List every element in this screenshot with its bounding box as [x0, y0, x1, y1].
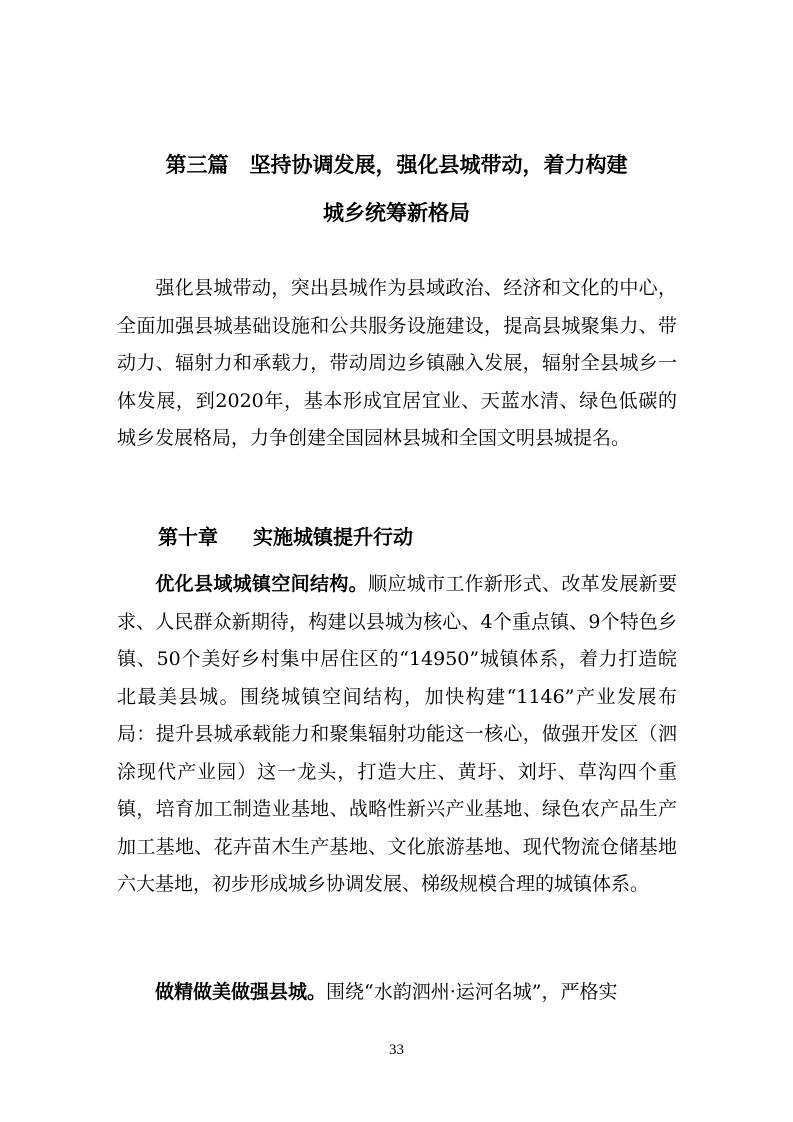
part-title-line-1: 第三篇 坚持协调发展，强化县城带动，着力构建 [165, 153, 628, 177]
section-body-urban-structure: 顺应城市工作新形式、改革发展新要求、人民群众新期待，构建以县城为核心、4个重点镇、9个特色乡镇、50个美好乡村集中居住区的“14950”城镇体系，着力打造皖北最美县城。围绕城镇空间结构，加快构建“1146”产业发展布局：提升县城承载能力和聚集辐射功能这一核心，做强开发区（泗涂现代产业园）这一龙头，打造大庄、黄圩、刘圩、草沟四个重镇，培育加工制造业基地、战略性新兴产业基地、绿色农产品生产加工基地、花卉苗木生产基地、文化旅游基地、现代物流仓储基地六大基地，初步形成城乡协调发展、梯级规模合理的城镇体系。 [117, 573, 677, 895]
chapter-title: 实施城镇提升行动 [253, 525, 413, 549]
chapter-heading [158, 523, 413, 551]
section-paragraph-county-town [117, 974, 677, 1012]
intro-paragraph-text: 强化县城带动，突出县城作为县域政治、经济和文化的中心，全面加强县城基础设施和公共服务设施建设，提高县城聚集力、带动力、辐射力和承载力，带动周边乡镇融入发展，辐射全县城乡一体发展，到2020年，基本形成宜居宜业、天蓝水清、绿色低碳的城乡发展格局，力争创建全国园林县城和全国文明县城提名。 [117, 277, 677, 449]
section-lead-urban-structure: 优化县域城镇空间结构。 [155, 573, 368, 595]
part-title-line-2: 城乡统筹新格局 [323, 201, 470, 225]
page-number: 33 [389, 1042, 404, 1058]
section-body-county-town: 围绕“水韵泗州·运河名城”，严格实 [326, 981, 618, 1003]
chapter-number: 第十章 [158, 525, 218, 549]
section-paragraph-urban-structure [117, 566, 677, 904]
intro-paragraph [117, 270, 677, 458]
section-lead-county-town: 做精做美做强县城。 [155, 981, 327, 1003]
